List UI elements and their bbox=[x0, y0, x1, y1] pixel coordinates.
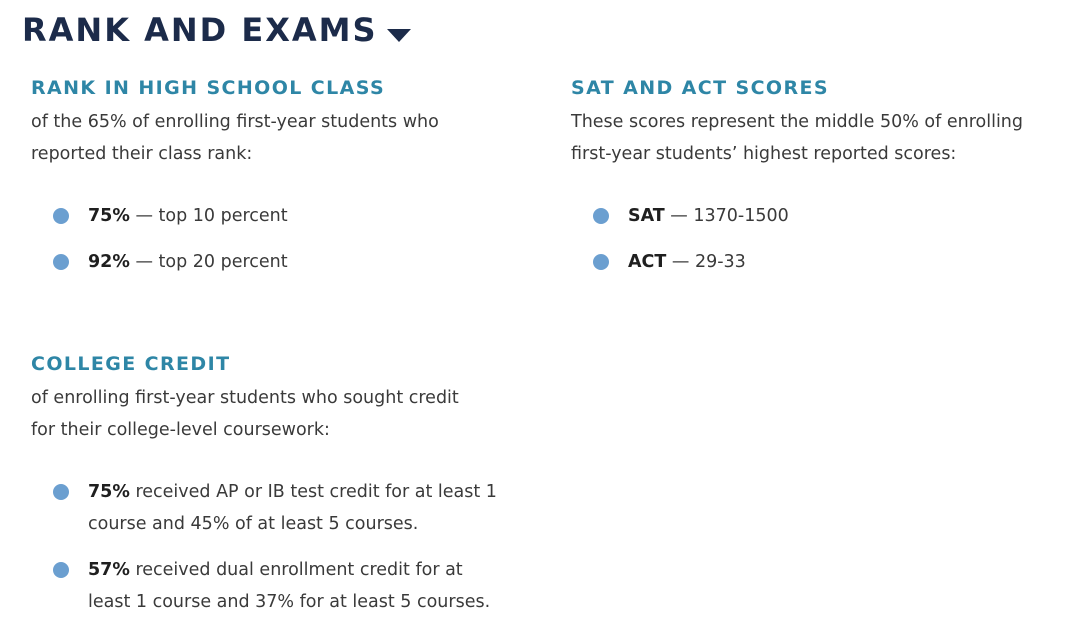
rank-section bbox=[31, 76, 531, 278]
score-label: ACT bbox=[628, 252, 667, 272]
rank-stat-value: 75% bbox=[88, 206, 130, 226]
bullet-dot-icon bbox=[593, 254, 609, 270]
scores-section-description bbox=[571, 106, 1071, 170]
rank-stat-text: — top 10 percent bbox=[129, 206, 288, 226]
bullet-dot-icon bbox=[53, 208, 69, 224]
list-item bbox=[571, 246, 1071, 278]
list-item bbox=[31, 200, 531, 232]
scores-desc-line-2: first-year students’ highest reported scores: bbox=[571, 144, 957, 164]
rank-stat-text: — top 20 percent bbox=[129, 252, 288, 272]
scores-section bbox=[571, 76, 1071, 278]
credit-stat-text-line-1: received AP or IB test credit for at least 1 bbox=[129, 482, 497, 502]
list-item bbox=[31, 554, 551, 618]
list-item bbox=[31, 476, 551, 540]
list-item bbox=[31, 246, 531, 278]
score-range: — 1370-1500 bbox=[664, 206, 789, 226]
credit-desc-line-1: of enrolling first-year students who sought credit bbox=[31, 388, 459, 408]
bullet-dot-icon bbox=[53, 562, 69, 578]
credit-list bbox=[31, 476, 551, 618]
bullet-dot-icon bbox=[593, 208, 609, 224]
scores-desc-line-1: These scores represent the middle 50% of enrolling bbox=[571, 112, 1024, 132]
rank-section-description bbox=[31, 106, 531, 170]
credit-stat-value: 57% bbox=[88, 560, 130, 580]
credit-stat-text-line-2: least 1 course and 37% for at least 5 courses. bbox=[88, 592, 491, 612]
section-toggle-heading[interactable] bbox=[22, 8, 411, 52]
scores-section-title: SAT AND ACT SCORES bbox=[571, 77, 829, 99]
credit-section-title: COLLEGE CREDIT bbox=[31, 353, 231, 375]
rank-section-title: RANK IN HIGH SCHOOL CLASS bbox=[31, 77, 386, 99]
rank-desc-line-2: reported their class rank: bbox=[31, 144, 253, 164]
caret-down-icon[interactable] bbox=[387, 29, 411, 42]
score-range: — 29-33 bbox=[666, 252, 746, 272]
bullet-dot-icon bbox=[53, 254, 69, 270]
score-label: SAT bbox=[628, 206, 665, 226]
scores-list bbox=[571, 200, 1071, 278]
credit-stat-text-line-2: course and 45% of at least 5 courses. bbox=[88, 514, 419, 534]
credit-section bbox=[31, 352, 551, 618]
credit-stat-text-line-1: received dual enrollment credit for at bbox=[129, 560, 463, 580]
credit-section-description bbox=[31, 382, 551, 446]
credit-desc-line-2: for their college-level coursework: bbox=[31, 420, 330, 440]
rank-desc-line-1: of the 65% of enrolling first-year students who bbox=[31, 112, 439, 132]
rank-list bbox=[31, 200, 531, 278]
page-title: RANK AND EXAMS bbox=[22, 11, 378, 49]
list-item bbox=[571, 200, 1071, 232]
rank-stat-value: 92% bbox=[88, 252, 130, 272]
credit-stat-value: 75% bbox=[88, 482, 130, 502]
bullet-dot-icon bbox=[53, 484, 69, 500]
